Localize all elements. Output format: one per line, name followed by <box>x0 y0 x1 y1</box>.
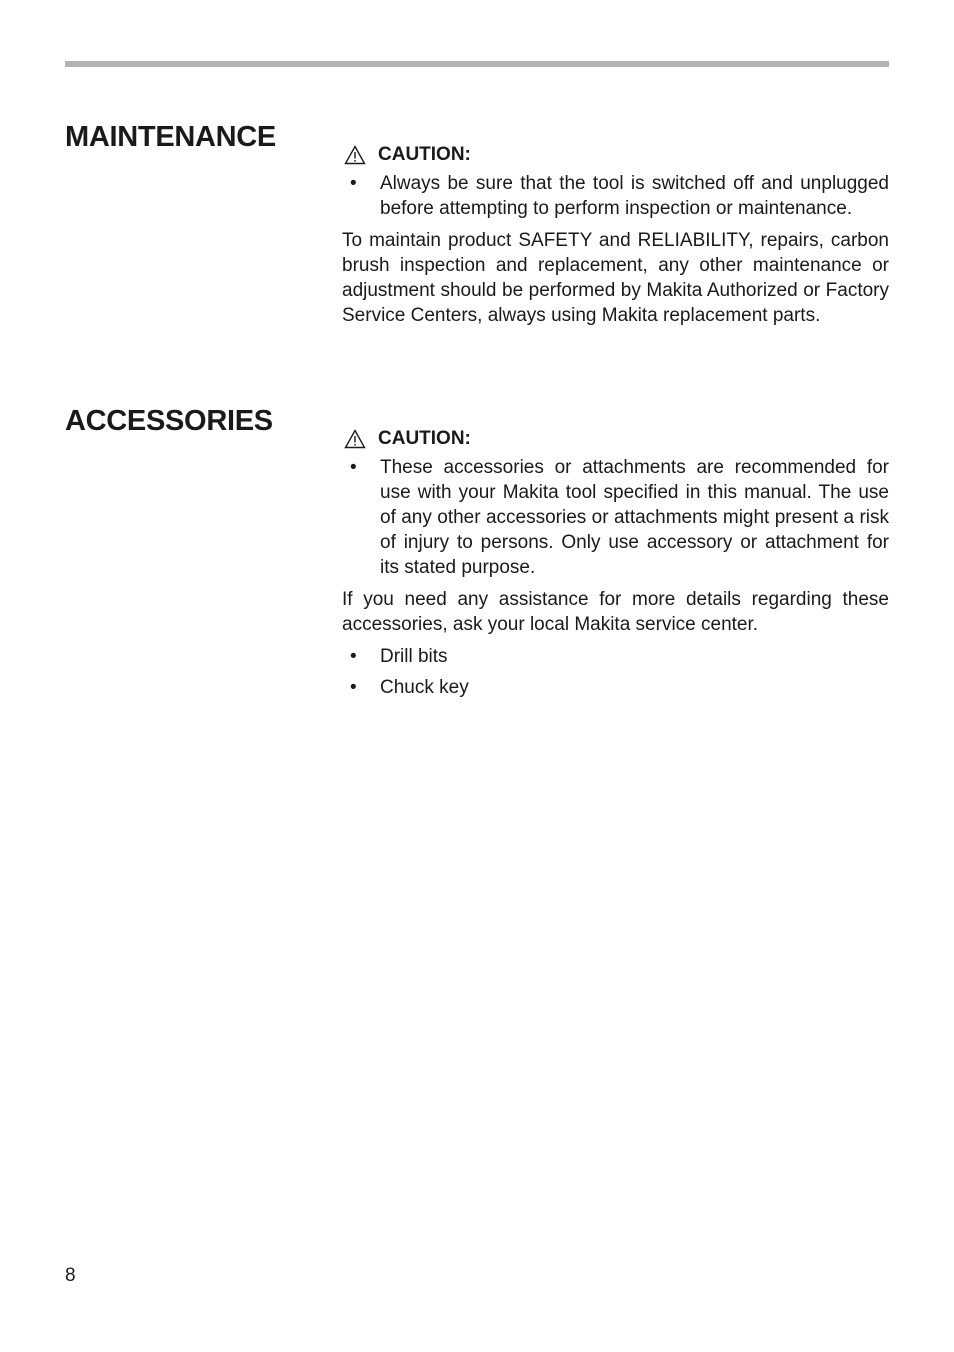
bullet-glyph: • <box>350 173 357 194</box>
bullet-glyph: • <box>350 646 357 667</box>
caution-bullet-text: These accessories or attachments are recommended for use with your Makita tool specified in this manual. The use of any other accessories or attachments might present a risk of injury to persons. Only use accessory or attachment for its stated purpose. <box>380 457 889 578</box>
bullet-glyph: • <box>350 677 357 698</box>
caution-label: CAUTION: <box>378 144 471 165</box>
caution-bullet <box>342 171 889 221</box>
maintenance-heading: MAINTENANCE <box>65 121 276 153</box>
accessories-section <box>342 426 889 700</box>
list-item-label: Chuck key <box>380 677 469 698</box>
page-number: 8 <box>65 1265 76 1286</box>
accessories-body: If you need any assistance for more details regarding these accessories, ask your local Makita service center. <box>342 589 889 635</box>
warning-triangle-icon <box>344 145 366 165</box>
list-item <box>342 644 889 669</box>
maintenance-body: To maintain product SAFETY and RELIABILITY, repairs, carbon brush inspection and replacement, any other maintenance or adjustment should be performed by Makita Authorized or Factory Service Centers, always using Makita replacement parts. <box>342 230 889 326</box>
maintenance-section <box>342 142 889 328</box>
accessories-caution <box>342 426 889 451</box>
accessories-heading: ACCESSORIES <box>65 405 273 437</box>
maintenance-caution <box>342 142 889 167</box>
accessories-list <box>342 644 889 700</box>
list-item-label: Drill bits <box>380 646 448 667</box>
list-item <box>342 675 889 700</box>
warning-triangle-icon <box>344 429 366 449</box>
bullet-glyph: • <box>350 457 357 478</box>
caution-bullet-text: Always be sure that the tool is switched off and unplugged before attempting to perform inspection or maintenance. <box>380 173 889 219</box>
header-rule <box>65 61 889 67</box>
caution-bullet <box>342 455 889 580</box>
caution-label: CAUTION: <box>378 428 471 449</box>
